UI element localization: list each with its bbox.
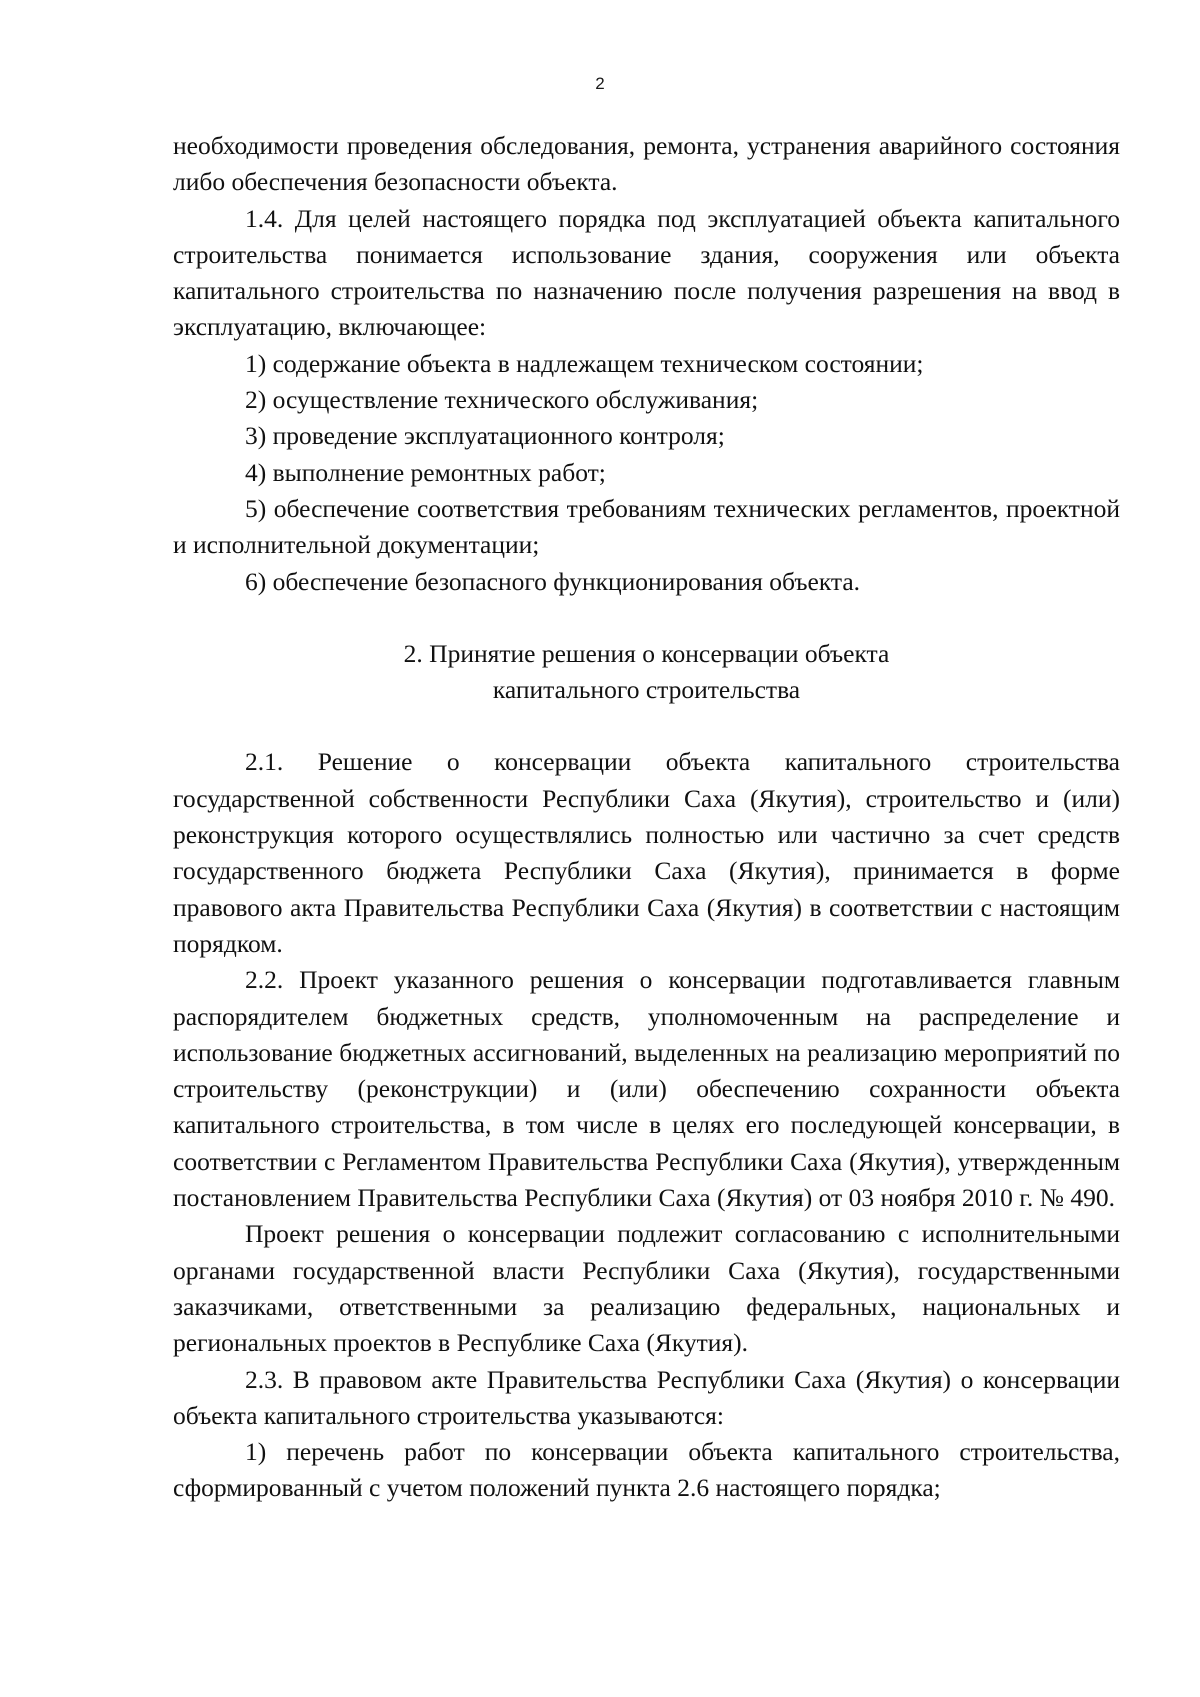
paragraph-continuation: необходимости проведения обследования, ремонта, устранения аварийного состояния либо обеспечения безопасности объекта. xyxy=(173,131,1120,197)
spacer xyxy=(173,600,1120,636)
list-item-5: 5) обеспечение соответствия требованиям технических регламентов, проектной и исполнительной документации; xyxy=(173,493,1120,560)
paragraph-1-4: 1.4. Для целей настоящего порядка под эксплуатацией объекта капитального строительства понимается использование здания, сооружения или объекта капитального строительства по назначению после получения разрешения на ввод в эксплуатацию, включающее: xyxy=(173,203,1120,342)
section-heading-line-1: 2. Принятие решения о консервации объекта xyxy=(403,638,890,668)
list-item-2-3-1: 1) перечень работ по консервации объекта капитального строительства, сформированный с учетом положений пункта 2.6 настоящего порядка; xyxy=(173,1437,1120,1503)
list-item-4: 4) выполнение ремонтных работ; xyxy=(245,457,606,487)
document-body xyxy=(173,128,1120,1507)
list-item-1: 1) содержание объекта в надлежащем техническом состоянии; xyxy=(245,348,924,378)
list-item-2: 2) осуществление технического обслуживания; xyxy=(245,385,759,415)
paragraph-2-2: 2.2. Проект указанного решения о консервации подготавливается главным распорядителем бюджетных средств, уполномоченным на распределение и использование бюджетных ассигнований, выделенных на реализацию мероприятий по строительству (реконструкции) и (или) обеспечению сохранности объекта капитального строительства, в том числе в целях его последующей консервации, в соответствии с Регламентом Правительства Республики Саха (Якутия), утвержденным постановлением Правительства Республики Саха (Якутия) от 03 ноября 2010 г. № 490. xyxy=(173,965,1120,1213)
list-item-6: 6) обеспечение безопасного функционирования объекта. xyxy=(245,566,861,596)
paragraph-2-1: 2.1. Решение о консервации объекта капитального строительства государственной собственности Республики Саха (Якутия), строительство и (или) реконструкция которого осуществлялись полностью или частично за счет средств государственного бюджета Республики Саха (Якутия), принимается в форме правового акта Правительства Республики Саха (Якутия) в соответствии с настоящим порядком. xyxy=(173,747,1120,958)
paragraph-2-3: 2.3. В правовом акте Правительства Республики Саха (Якутия) о консервации объекта капитального строительства указываются: xyxy=(173,1364,1120,1430)
page-number: 2 xyxy=(595,74,605,93)
paragraph-approval: Проект решения о консервации подлежит согласованию с исполнительными органами государственной власти Республики Саха (Якутия), государственными заказчиками, ответственными за реализацию федеральных, национальных и региональных проектов в Республике Саха (Якутия). xyxy=(173,1219,1120,1358)
list-item-3: 3) проведение эксплуатационного контроля; xyxy=(245,421,725,451)
section-heading-line-2: капитального строительства xyxy=(492,675,801,705)
spacer xyxy=(173,708,1120,744)
